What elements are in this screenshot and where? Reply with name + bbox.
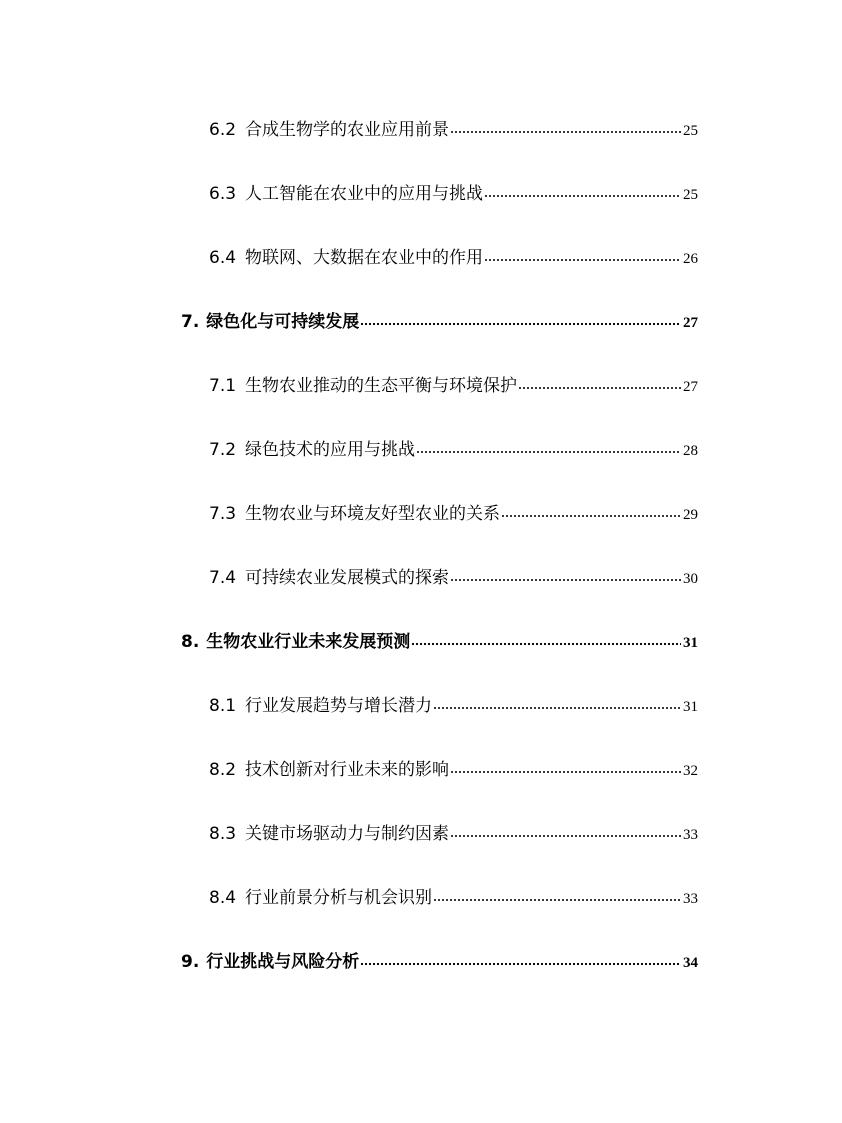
toc-page-number: 25 bbox=[683, 123, 698, 139]
toc-entry-8-4[interactable] bbox=[209, 886, 698, 910]
toc-page-number: 34 bbox=[683, 955, 698, 971]
toc-number: 6.2 bbox=[209, 120, 237, 140]
dot-leader bbox=[433, 705, 681, 711]
toc-title: 关键市场驱动力与制约因素 bbox=[245, 824, 450, 844]
toc-number: 6.3 bbox=[209, 184, 237, 204]
toc-title: 行业挑战与风险分析 bbox=[206, 952, 360, 972]
dot-leader bbox=[484, 257, 681, 263]
toc-entry-7-2[interactable] bbox=[209, 438, 698, 462]
dot-leader bbox=[450, 833, 681, 839]
toc-entry-7-4[interactable] bbox=[209, 566, 698, 590]
toc-page-number: 31 bbox=[683, 699, 698, 715]
toc-number: 8.3 bbox=[209, 824, 237, 844]
toc-title: 人工智能在农业中的应用与挑战 bbox=[245, 184, 484, 204]
toc-page-number: 33 bbox=[683, 891, 698, 907]
dot-leader bbox=[501, 513, 681, 519]
dot-leader bbox=[411, 641, 681, 647]
toc-title: 绿色化与可持续发展 bbox=[206, 312, 360, 332]
toc-number: 7.2 bbox=[209, 440, 237, 460]
dot-leader bbox=[360, 321, 681, 327]
toc-title: 生物农业推动的生态平衡与环境保护 bbox=[245, 376, 518, 396]
toc-number: 8.4 bbox=[209, 888, 237, 908]
toc-number: 7.3 bbox=[209, 504, 237, 524]
dot-leader bbox=[450, 129, 681, 135]
toc-page-number: 26 bbox=[683, 251, 698, 267]
dot-leader bbox=[416, 449, 681, 455]
toc-number: 6.4 bbox=[209, 248, 237, 268]
toc-entry-8-2[interactable] bbox=[209, 758, 698, 782]
toc-number: 8.2 bbox=[209, 760, 237, 780]
toc-title: 生物农业与环境友好型农业的关系 bbox=[245, 504, 501, 524]
dot-leader bbox=[360, 961, 681, 967]
toc-title: 行业发展趋势与增长潜力 bbox=[245, 696, 433, 716]
toc-title: 可持续农业发展模式的探索 bbox=[245, 568, 450, 588]
toc-number: 7. bbox=[181, 312, 200, 332]
toc-entry-6-3[interactable] bbox=[209, 182, 698, 206]
toc-title: 合成生物学的农业应用前景 bbox=[245, 120, 450, 140]
toc-number: 7.4 bbox=[209, 568, 237, 588]
toc-title: 物联网、大数据在农业中的作用 bbox=[245, 248, 484, 268]
toc-title: 生物农业行业未来发展预测 bbox=[206, 632, 411, 652]
toc-page-number: 32 bbox=[683, 763, 698, 779]
toc-chapter-8[interactable] bbox=[181, 630, 698, 654]
toc-number: 8.1 bbox=[209, 696, 237, 716]
dot-leader bbox=[518, 385, 681, 391]
toc-page-number: 33 bbox=[683, 827, 698, 843]
dot-leader bbox=[450, 769, 681, 775]
toc-page-number: 29 bbox=[683, 507, 698, 523]
dot-leader bbox=[484, 193, 681, 199]
toc-entry-8-3[interactable] bbox=[209, 822, 698, 846]
toc-entry-7-3[interactable] bbox=[209, 502, 698, 526]
toc-title: 技术创新对行业未来的影响 bbox=[245, 760, 450, 780]
toc-entry-7-1[interactable] bbox=[209, 374, 698, 398]
toc-chapter-7[interactable] bbox=[181, 310, 698, 334]
toc-number: 8. bbox=[181, 632, 200, 652]
toc-entry-6-4[interactable] bbox=[209, 246, 698, 270]
toc-page-number: 28 bbox=[683, 443, 698, 459]
toc-page-number: 25 bbox=[683, 187, 698, 203]
toc-number: 7.1 bbox=[209, 376, 237, 396]
dot-leader bbox=[433, 897, 681, 903]
toc-page-number: 31 bbox=[683, 635, 698, 651]
toc-entry-6-2[interactable] bbox=[209, 118, 698, 142]
dot-leader bbox=[450, 577, 681, 583]
toc-page-number: 27 bbox=[683, 315, 698, 331]
toc-page-number: 27 bbox=[683, 379, 698, 395]
toc-page-number: 30 bbox=[683, 571, 698, 587]
toc-title: 绿色技术的应用与挑战 bbox=[245, 440, 416, 460]
toc-number: 9. bbox=[181, 952, 200, 972]
toc-entry-8-1[interactable] bbox=[209, 694, 698, 718]
toc-title: 行业前景分析与机会识别 bbox=[245, 888, 433, 908]
toc-chapter-9[interactable] bbox=[181, 950, 698, 974]
